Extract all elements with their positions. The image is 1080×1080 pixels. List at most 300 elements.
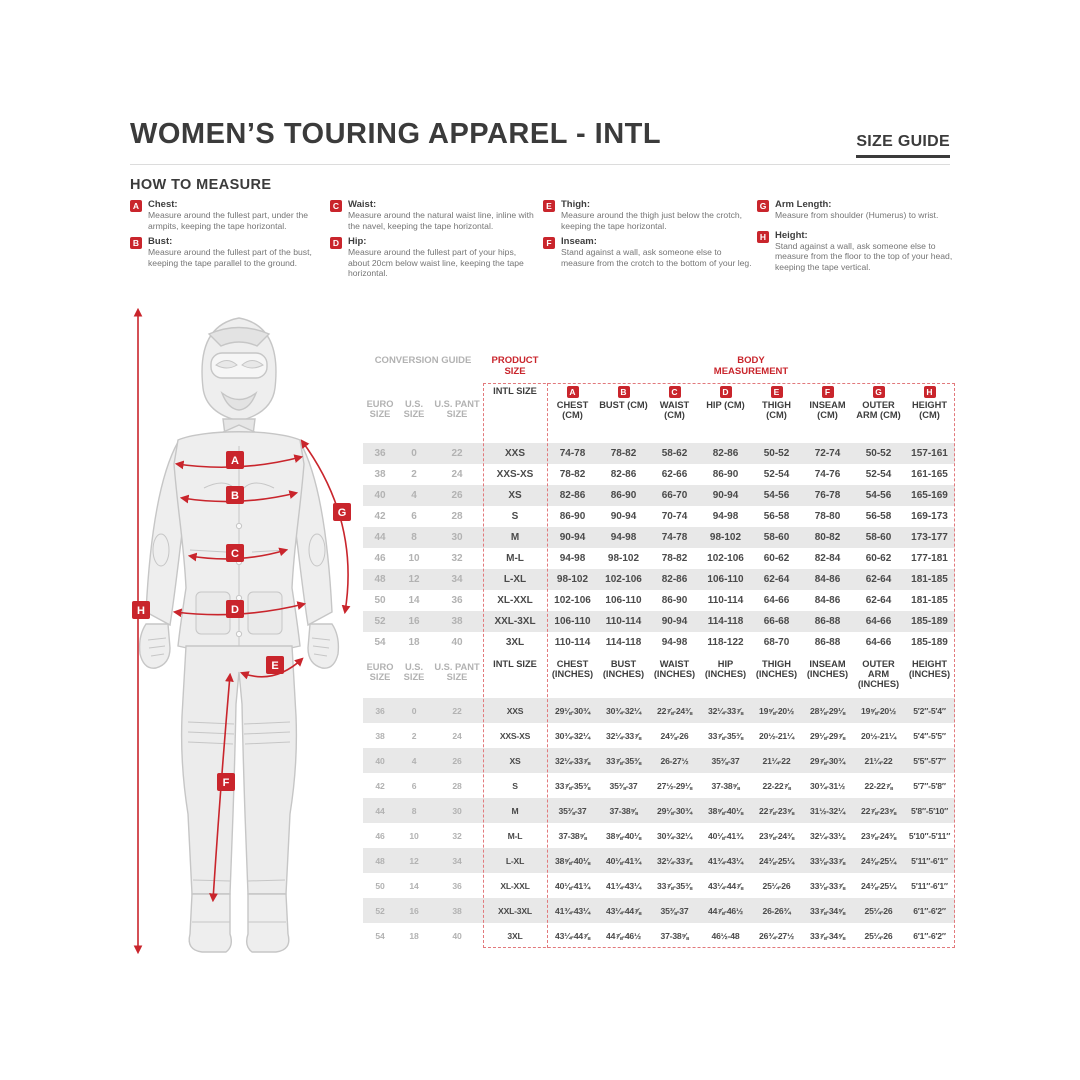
table-cell: 106-110: [605, 595, 642, 606]
table-cell: 24⅜-25¼: [853, 848, 904, 873]
table-cell: 33⅞-35⅜: [657, 880, 692, 891]
table-cell: 24⅜-25¼: [861, 880, 896, 891]
table-cell: XXL-3XL: [483, 898, 547, 923]
table-cell: XXS-XS: [496, 469, 534, 480]
table-cell: 25¼-26: [762, 880, 791, 891]
table-cell: 22: [431, 443, 483, 464]
table-cell: 3XL: [505, 637, 525, 648]
figure-label-d: D: [231, 604, 239, 616]
table-cell: 36: [451, 595, 463, 606]
figure-illustration: [108, 292, 373, 982]
table-cell: 94-98: [712, 511, 739, 522]
measure-name: Chest:: [148, 199, 178, 210]
figure-label-c: C: [231, 548, 239, 560]
table-cell: 10: [409, 830, 419, 841]
table-cell: 8: [397, 527, 431, 548]
measure-column-2: [330, 199, 538, 284]
letter-badge-a: A: [130, 200, 142, 212]
table-cell: 54: [374, 637, 386, 648]
letter-badge-e: E: [543, 200, 555, 212]
table-cell: 54: [375, 930, 385, 941]
table-cell: 42: [375, 780, 385, 791]
table-cell: 5′11″-6′1″: [911, 880, 948, 891]
figure-label-a: A: [231, 455, 239, 467]
table-cell: 36: [363, 698, 397, 723]
table-cell: 50-52: [853, 443, 904, 464]
table-cell: 40: [451, 637, 463, 648]
table-cell: 84-86: [814, 595, 841, 606]
table-cell: 26¾-27½: [759, 930, 794, 941]
table-cell: 42: [374, 511, 386, 522]
table-cell: 38: [374, 469, 386, 480]
measure-name: Waist:: [348, 199, 377, 210]
table-cell: 14: [409, 880, 419, 891]
table-cell: 29⅛-29⅞: [810, 730, 845, 741]
table-cell: 19⅝-20½: [853, 698, 904, 723]
how-to-measure-title: HOW TO MEASURE: [130, 177, 272, 193]
column-header: BUST (INCHES): [602, 659, 645, 679]
column-header: EURO SIZE: [366, 662, 394, 682]
table-cell: 28⅜-29⅛: [802, 698, 853, 723]
table-cell: 173-177: [904, 527, 955, 548]
measure-desc: Measure from shoulder (Humerus) to wrist.: [775, 210, 939, 220]
table-cell: 161-165: [911, 469, 948, 480]
table-row: [363, 773, 955, 798]
table-cell: 110-114: [598, 611, 649, 632]
table-cell: 90-94: [610, 511, 637, 522]
measure-desc: Stand against a wall, ask someone else to measure from the crotch to the bottom of your leg.: [561, 247, 752, 268]
column-header: U.S. SIZE: [403, 399, 425, 419]
body-measurement-label: BODY MEASUREMENT: [713, 356, 789, 377]
table-cell: 6′1″-6′2″: [904, 898, 955, 923]
table-cell: 28: [452, 780, 462, 791]
table-cell: 22-22⅞: [864, 780, 893, 791]
table-cell: 5′2″-5′4″: [904, 698, 955, 723]
table-row: [363, 569, 955, 590]
table-cell: M-L: [506, 553, 524, 564]
page-title: WOMEN’S TOURING APPAREL - INTL: [130, 118, 662, 150]
table-cell: 106-110: [700, 569, 751, 590]
table-cell: 35⅜-37: [649, 898, 700, 923]
table-cell: 6′1″-6′2″: [913, 930, 946, 941]
column-header: U.S. SIZE: [403, 662, 425, 682]
table-cell: 12: [397, 569, 431, 590]
table-cell: 74-78: [547, 443, 598, 464]
table-cell: 86-90: [661, 595, 688, 606]
table-cell: 50-52: [751, 443, 802, 464]
table-cell: 29⅞-30¾: [802, 748, 853, 773]
table-cell: 78-82: [661, 553, 688, 564]
table-cell: 25¼-26: [853, 898, 904, 923]
table-cell: 18: [408, 637, 420, 648]
table-cell: 22: [431, 698, 483, 723]
table-cell: 22⅞-23⅝: [853, 798, 904, 823]
column-header: INSEAM (INCHES): [806, 659, 849, 679]
measure-badge: E: [771, 386, 783, 398]
table-cell: 78-80: [814, 511, 841, 522]
table-cell: 20½-21¼: [759, 730, 794, 741]
table-cell: 18: [409, 930, 419, 941]
table-row: [363, 632, 955, 653]
table-cell: 5′11″-6′1″: [904, 848, 955, 873]
table-cell: 66-68: [751, 611, 802, 632]
measure-column-1: [130, 199, 326, 273]
table-cell: 6: [411, 780, 417, 791]
table-cell: 44: [363, 527, 397, 548]
column-header: F INSEAM (CM): [809, 387, 846, 420]
column-header: CHEST (INCHES): [551, 659, 594, 679]
table-cell: 62-64: [865, 595, 892, 606]
table-cell: 48: [363, 848, 397, 873]
table-cell: 185-189: [911, 637, 948, 648]
table-cell: 70-74: [661, 511, 688, 522]
table-row: [363, 698, 955, 723]
table-cell: 36: [452, 880, 462, 891]
size-table: [363, 356, 955, 948]
table-cell: 52: [363, 611, 397, 632]
table-cell: 33⅞-34⅝: [802, 898, 853, 923]
table-cell: L-XL: [483, 569, 547, 590]
table-cell: 102-106: [598, 569, 649, 590]
table-cell: L-XL: [483, 848, 547, 873]
column-header: A CHEST (CM): [556, 387, 589, 420]
table-cell: 37-38⅝: [711, 780, 740, 791]
table-cell: 22⅞-23⅝: [751, 798, 802, 823]
table-cell: XXS-XS: [499, 730, 531, 741]
table-row: [363, 611, 955, 632]
table-cell: XS: [483, 485, 547, 506]
letter-badge-g: G: [757, 200, 769, 212]
table-cell: 41¾-43¼: [606, 880, 641, 891]
table-cell: 33⅞-35⅜: [598, 748, 649, 773]
measure-badge: H: [924, 386, 936, 398]
figure-label-b: B: [231, 490, 239, 502]
table-cell: 16: [397, 898, 431, 923]
table-cell: 74-76: [814, 469, 841, 480]
table-cell: 86-88: [802, 611, 853, 632]
table-cell: 94-98: [661, 637, 688, 648]
table-cell: 74-78: [649, 527, 700, 548]
measure-badge: C: [669, 386, 681, 398]
measure-name: Arm Length:: [775, 199, 832, 210]
table-cell: 54-56: [853, 485, 904, 506]
table-cell: 10: [408, 553, 420, 564]
table-row: [363, 485, 955, 506]
table-cell: 14: [408, 595, 420, 606]
table-cell: 102-106: [554, 595, 591, 606]
table-cell: 30¾-32¼: [657, 830, 692, 841]
table-row: [363, 464, 955, 485]
table-cell: 46½-48: [711, 930, 740, 941]
figure-label-g: G: [337, 507, 347, 519]
table-cell: S: [512, 780, 518, 791]
table-cell: 82-86: [547, 485, 598, 506]
table-cell: 165-169: [904, 485, 955, 506]
table-cell: 22-22⅞: [762, 780, 791, 791]
table-row: [363, 798, 955, 823]
table-cell: 37-38⅝: [558, 830, 587, 841]
table-cell: 86-90: [598, 485, 649, 506]
table-cell: 38: [431, 611, 483, 632]
table-cell: 56-58: [865, 511, 892, 522]
table-cell: 82-86: [700, 443, 751, 464]
table-cell: 52-54: [763, 469, 790, 480]
table-cell: XL-XXL: [497, 595, 533, 606]
table-cell: 157-161: [904, 443, 955, 464]
table-cell: 32¼-33⅞: [649, 848, 700, 873]
table-cell: 50: [375, 880, 385, 891]
table-cell: 4: [397, 748, 431, 773]
column-header: HEIGHT (INCHES): [908, 659, 951, 679]
measure-desc: Measure around the fullest part, under the armpits, keeping the tape horizontal.: [148, 210, 309, 231]
table-cell: 44⅞-46½: [700, 898, 751, 923]
table-cell: 41¾-43¼: [547, 898, 598, 923]
measure-item-height: [757, 230, 955, 273]
measure-desc: Measure around the fullest part of the bust, keeping the tape parallel to the ground.: [148, 247, 312, 268]
measure-desc: Measure around the fullest part of your hips, about 20cm below waist line, keeping the tape horizontal.: [348, 247, 524, 279]
table-cell: 38⅝-40⅛: [547, 848, 598, 873]
measure-item-thigh: [543, 199, 753, 231]
table-cell: S: [511, 511, 519, 522]
measure-name: Thigh:: [561, 199, 591, 210]
table-cell: 40: [363, 485, 397, 506]
table-cell: 24⅜-25¼: [751, 848, 802, 873]
table-cell: 38⅝-40⅛: [700, 798, 751, 823]
column-header: B BUST (CM): [599, 387, 648, 410]
table-cell: 30¾-32¼: [598, 698, 649, 723]
table-cell: 82-86: [649, 569, 700, 590]
column-header: U.S. PANT SIZE: [434, 399, 480, 419]
table-cell: 36: [363, 443, 397, 464]
table-cell: 86-90: [712, 469, 739, 480]
table-cell: 169-173: [911, 511, 948, 522]
table-cell: 26: [431, 748, 483, 773]
table-cell: 181-185: [904, 569, 955, 590]
table-cell: 24: [452, 730, 462, 741]
table-row: [363, 548, 955, 569]
table-cell: 34: [431, 848, 483, 873]
letter-badge-d: D: [330, 237, 342, 249]
table-cell: 19⅝-20½: [751, 698, 802, 723]
rider-line-art: [140, 318, 339, 952]
table-cell: 56-58: [763, 511, 790, 522]
table-cell: 94-98: [559, 553, 586, 564]
table-cell: 64-66: [853, 611, 904, 632]
table-cell: M-L: [507, 830, 523, 841]
table-cell: XXS: [483, 443, 547, 464]
table-cell: 66-70: [649, 485, 700, 506]
table-cell: 29⅛-30¾: [547, 698, 598, 723]
table-cell: 90-94: [700, 485, 751, 506]
table-cell: 118-122: [707, 637, 744, 648]
product-size-label: PRODUCT SIZE: [491, 356, 539, 377]
table-cell: XXS: [483, 698, 547, 723]
column-header: INTL SIZE: [493, 659, 537, 669]
table-cell: 43¼-44⅞: [555, 930, 590, 941]
table-cell: 31½-32¼: [802, 798, 853, 823]
letter-badge-h: H: [757, 231, 769, 243]
table-cell: 16: [397, 611, 431, 632]
letter-badge-b: B: [130, 237, 142, 249]
table-cell: 40: [363, 748, 397, 773]
column-header: H HEIGHT (CM): [911, 387, 948, 420]
measure-item-hip: [330, 236, 538, 279]
table-cell: 64-66: [865, 637, 892, 648]
conversion-guide-label: CONVERSION GUIDE: [374, 356, 472, 366]
table-cell: 82-86: [610, 469, 637, 480]
table-cell: 22⅞-24⅜: [649, 698, 700, 723]
table-cell: 110-114: [554, 637, 591, 648]
table-cell: 25¼-26: [864, 930, 893, 941]
cm-header-row: [363, 383, 955, 443]
table-cell: M: [483, 527, 547, 548]
table-cell: 40: [452, 930, 462, 941]
table-cell: 37-38⅝: [598, 798, 649, 823]
measure-column-3: [543, 199, 753, 273]
table-cell: 24⅜-26: [660, 730, 689, 741]
measure-badge: F: [822, 386, 834, 398]
table-cell: 41¾-43¼: [700, 848, 751, 873]
table-row: [363, 443, 955, 464]
table-cell: 86-90: [559, 511, 586, 522]
table-cell: 35⅜-37: [547, 798, 598, 823]
table-cell: 62-64: [751, 569, 802, 590]
inches-header-row: [363, 653, 955, 698]
table-cell: 33⅞-35⅜: [708, 730, 743, 741]
table-cell: 30¾-32¼: [555, 730, 590, 741]
table-cell: 60-62: [763, 553, 790, 564]
table-cell: 33⅞-34⅝: [810, 930, 845, 941]
measure-badge: A: [567, 386, 579, 398]
table-cell: 0: [397, 698, 431, 723]
table-row: [363, 873, 955, 898]
figure-label-h: H: [137, 605, 145, 617]
measure-desc: Stand against a wall, ask someone else to measure from the floor to the top of your head, keeping the tape vertical.: [775, 240, 953, 272]
table-cell: XXL-3XL: [483, 611, 547, 632]
table-cell: 52: [363, 898, 397, 923]
table-cell: 27½-29⅛: [657, 780, 692, 791]
table-cell: 35⅜-37: [609, 780, 638, 791]
table-cell: 82-84: [814, 553, 841, 564]
table-cell: 5′4″-5′5″: [913, 730, 946, 741]
table-cell: 43¼-44⅞: [708, 880, 743, 891]
table-row: [363, 898, 955, 923]
measure-item-arm-length: [757, 199, 955, 221]
measure-badge: D: [720, 386, 732, 398]
table-row: [363, 527, 955, 548]
table-cell: 80-82: [802, 527, 853, 548]
table-cell: 38: [431, 898, 483, 923]
table-cell: 114-118: [605, 637, 642, 648]
measure-column-4: [757, 199, 955, 277]
table-cell: 46: [375, 830, 385, 841]
table-cell: 5′7″-5′8″: [913, 780, 946, 791]
table-cell: 78-82: [598, 443, 649, 464]
table-cell: 52-54: [865, 469, 892, 480]
figure-label-f: F: [222, 777, 230, 789]
table-cell: 72-74: [802, 443, 853, 464]
table-cell: 62-66: [661, 469, 688, 480]
table-cell: 6: [411, 511, 417, 522]
table-cell: 5′8″-5′10″: [904, 798, 955, 823]
table-cell: 32¼-33⅞: [700, 698, 751, 723]
table-cell: 40⅛-41¾: [598, 848, 649, 873]
measure-name: Height:: [775, 229, 808, 241]
table-cell: 32¼-33⅞: [547, 748, 598, 773]
table-cell: M: [483, 798, 547, 823]
table-cell: 177-181: [911, 553, 948, 564]
table-cell: 32¼-33⅞: [606, 730, 641, 741]
table-cell: 106-110: [547, 611, 598, 632]
table-cell: 64-66: [763, 595, 790, 606]
measure-badge: G: [873, 386, 885, 398]
table-cell: 30: [431, 527, 483, 548]
table-row: [363, 590, 955, 611]
table-cell: 32¼-33⅛: [810, 830, 845, 841]
table-cell: 44: [363, 798, 397, 823]
column-header: THIGH (INCHES): [755, 659, 798, 679]
column-header: EURO SIZE: [366, 399, 394, 419]
table-cell: 48: [363, 569, 397, 590]
table-cell: 98-102: [547, 569, 598, 590]
table-cell: 38: [375, 730, 385, 741]
column-header: U.S. PANT SIZE: [434, 662, 480, 682]
column-header: G OUTER ARM (CM): [856, 387, 901, 420]
measure-name: Hip:: [348, 236, 367, 248]
letter-badge-c: C: [330, 200, 342, 212]
table-cell: 32: [452, 830, 462, 841]
table-cell: 5′10″-5′11″: [908, 830, 951, 841]
table-cell: 12: [397, 848, 431, 873]
table-cell: 32: [451, 553, 463, 564]
table-cell: 84-86: [802, 569, 853, 590]
table-cell: 40⅛-41¾: [708, 830, 743, 841]
table-cell: 8: [397, 798, 431, 823]
table-cell: 40⅛-41¾: [555, 880, 590, 891]
table-cell: 26-27½: [649, 748, 700, 773]
table-cell: 50: [374, 595, 386, 606]
table-cell: 24: [451, 469, 463, 480]
table-cell: 181-185: [911, 595, 948, 606]
measure-name: Bust:: [148, 236, 173, 248]
table-row: [363, 748, 955, 773]
table-cell: 110-114: [707, 595, 744, 606]
table-cell: 68-70: [763, 637, 790, 648]
table-cell: XL-XXL: [500, 880, 530, 891]
table-cell: 58-60: [751, 527, 802, 548]
letter-badge-f: F: [543, 237, 555, 249]
measure-desc: Measure around the natural waist line, inline with the navel, keeping the tape horizontal.: [348, 210, 534, 231]
table-cell: 2: [411, 730, 417, 741]
table-cell: 98-102: [607, 553, 640, 564]
column-header: E THIGH (CM): [762, 387, 791, 420]
column-header: C WAIST (CM): [659, 387, 690, 420]
table-cell: 5′5″-5′7″: [904, 748, 955, 773]
table-row: [363, 506, 955, 527]
table-cell: 35⅜-37: [700, 748, 751, 773]
table-cell: 44⅞-46½: [606, 930, 641, 941]
table-cell: 2: [411, 469, 417, 480]
table-cell: 4: [397, 485, 431, 506]
table-row: [363, 848, 955, 873]
column-header: HIP (INCHES): [704, 659, 747, 679]
measure-item-bust: [130, 236, 326, 268]
table-cell: 20½-21¼: [861, 730, 896, 741]
size-table-section: [363, 356, 955, 948]
table-cell: 26-26¾: [751, 898, 802, 923]
table-cell: 21¼-22: [853, 748, 904, 773]
table-cell: 78-82: [559, 469, 586, 480]
